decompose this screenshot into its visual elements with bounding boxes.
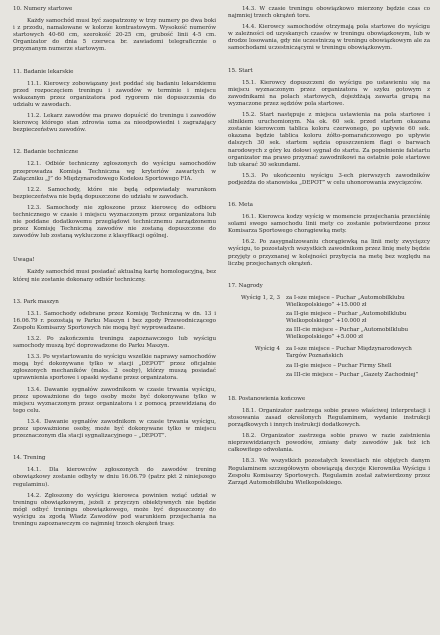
section-paragraph: 14.4. Kierowcy samochodów otrzymają pola startowe do wyścigu w zależności od uzyskanych czasów w treningu obowiązkowym, lub w drodze losowania, gdy nie uczestniczą w treningu obowiązkowym ale za samochodami uczestniczącymi w treningu obowiązkowym. [228, 24, 430, 52]
section-paragraph: 13.3. Po wystartowaniu do wyścigu wszelkie naprawy samochodów mogą być dokonywane tylko w stacji „DEPOT” przez oficjalnie zgłoszonych mechaników (maks. 2 osoby), którzy muszą posiadać uprawnienia sportowe i opaski wydane przez organizatora. [13, 354, 216, 382]
award-entry: za I-sze miejsce – Puchar Międzynarodowych Targów Poznańskich [286, 346, 412, 360]
section-gap [228, 191, 430, 198]
award-race-label: Wyścig 4 [254, 346, 280, 353]
section-paragraph: 13.4. Dawanie sygnałów zawodnikom w czasie trwania wyścigu, przez upoważnione do tego osoby może być dokonywane tylko w miejscu wyznaczonym przez organizatora i z pomocą przewidzianą do tego celu. [13, 386, 216, 414]
section-paragraph: 15.2. Start następuje z miejsca ustawienia na pola startowe i silnikiem uruchomionym. Na ok. 60 sek. przed startem okazana zostanie kierowcom tablica koloru czerwonego, po upływie 60 sek. okazana będzie tablica koloru żółto-pomarańczowego po upływie dalszych 30 sek. startem sędzia opuszczeniem flagi o barwach narodowych z góry ku dołowi sygnał do startu. Za popełnienie falstartu organizator ma prawo przyznać zawodnikowi na ostatnie pole startowe lub ukarać 30 sekundami. [228, 112, 430, 168]
section-gap [13, 532, 216, 539]
section-paragraph: 18.1. Organizator zastrzega sobie prawo właściwej interpretacji i stosowania zasad określonych Regulaminem, wydanie instrukcji porządkowych i innych instrukcji dodatkowych. [228, 407, 430, 429]
section-paragraph: 14.3. W czasie treningu obowiązkowo mierzony będzie czas co najmniej trzech okrążeń toru. [228, 6, 430, 20]
section-title: 10. Numery startowe [13, 6, 73, 12]
section-paragraph: 16.1. Kierowca kodzy wyścig w momencie przejechania przeciśnię solami swego samochodu linii mety co zostanie potwierdzone przez Komisarza Sportowego chorągiewką mety. [228, 214, 430, 235]
section-paragraph: Każdy samochód musi być zaopatrzony w trzy numery po dwa boki i z przodu, namalowane w kolorze kontrastowym. Wysokość numerów startowych 40-60 cm, szerokość 20-25 cm, grubość linii 4-5 cm. Organizator do dnia 5 czerwca br. zawiadomi telegraficznie o przyznanym numerze startowym. [13, 18, 216, 53]
section-gap [228, 57, 430, 64]
award-entry: za II-gie miejsce – Puchar „Automobilklubu Wielkopolskiego” +10.000 zł [286, 311, 407, 325]
award-items [286, 346, 430, 380]
section-paragraph: 18.3. We wszystkich pozostałych kwestiach nie objętych danym Regulaminem szczegółowym obowiązują decyzje Kierownika Wyścigu i Zespołu Komisarzy Sportowych. Regulamin został zatwierdzony przez Zarząd Automobilklubu Wielkopolskiego. [228, 458, 430, 486]
section-paragraph: 14.1. Dla kierowców zgłoszonych do zawodów trening obowiązkowy zostanie odbyty w dniu 16.06.79 (patrz pkt 2 niniejszego regulaminu). [13, 467, 216, 488]
section-paragraph: 13.1. Samochody odebrane przez Komisję Techniczną w dn. 13 i 16.06.79 r. pozostają w Parku Maszyn i bez zgody Przewodniczącego Zespołu Komisarzy Sportowych nie mogą być wyprowadzane. [13, 310, 216, 331]
section-gap [228, 491, 430, 498]
award-entry: za II-gie miejsce – Puchar Firmy Shell [286, 362, 392, 369]
award-entry: za III-cie miejsce – Puchar „Automobilklubu Wielkopolskiego” +5.000 zł [286, 327, 409, 341]
section-gap [228, 272, 430, 279]
section-paragraph: 15.3. Po ukończeniu wyścigu 3-ech pierwszych zawodników podjeżdża do stanowiska „DEPOT” w celu uhonorowania zwycięzców. [228, 172, 430, 186]
section-paragraph: 13.2. Po zakończeniu treningu zapoznawczego lub wyścigu samochody muszą być doprowadzone do Parku Maszyn. [13, 336, 216, 350]
award-group [228, 346, 430, 380]
section-title: 16. Meta [228, 201, 253, 208]
right-column [228, 6, 430, 498]
section-paragraph: 18.2. Organizator zastrzega sobie prawo w razie zaistnienia nieprzewidzianych powodów, zmiany daty zawodów jak też ich całkowitego odwołania. [228, 433, 430, 454]
section-paragraph: Każdy samochód musi posiadać aktualną kartę homologacyjną, bez której nie zostanie dokonany odbiór techniczny. [13, 269, 216, 283]
section-paragraph: 15.1. Kierowcy dopuszczeni do wyścigu po ustawieniu się na miejscu wyznaczonym przez organizatora w szyku gotowym z zawodnikami na polach startowych, dojeżdżają zawarta grupą na wyznaczone przez sędziów pola startowe. [228, 79, 430, 107]
award-items [286, 295, 430, 344]
section-paragraph: 11.2. Lekarz zawodów ma prawo dopuścić do treningu i zawodów kierowcę którego stan zdrowia uzna za nieodpowiedni i zagrażający bezpieczeństwu zawodów. [13, 113, 216, 134]
section-paragraph: 16.2. Po zasygnalizowaniu chorągiewką na linii mety zwycięzcy wyścigu, to pozostałych wszystkich zawodnikom przez linię mety będzie przyjęty o przyznanej w kolejności przybycia na metę bez względu na liczbę przejechanych okrążeń. [228, 239, 430, 267]
award-entry: za III-cie miejsce – Puchar „Gazety Zachodniej” [286, 371, 419, 378]
left-column [13, 6, 216, 539]
section-title: 11. Badanie lekarskie [13, 68, 74, 75]
section-gap [13, 58, 216, 65]
section-title: 13. Park maszyn [13, 298, 59, 305]
note-heading: Uwaga! [13, 257, 35, 264]
section-paragraph: 12.2. Samochody, które nie będą odpowiadały warunkom bezpieczeństwa nie będą dopuszczone do udziału w zawodach. [13, 186, 216, 200]
section-title: 12. Badanie techniczne [13, 149, 79, 156]
section-gap [13, 288, 216, 295]
section-paragraph: 13.4. Dawanie sygnałów zawodnikom w czasie trwania wyścigu, przez upoważnione osoby, może być dokonywane tylko w miejscu przeznaczonym dla stacji sygnalizacyjnego – „DEPOT”. [13, 418, 216, 440]
section-gap [228, 385, 430, 392]
section-paragraph: 14.2. Zgłoszony do wyścigu kierowca powinien wziąć udział w treningu obowiązkowym, jeżeli z przyczyn obiektywnych nie będzie mógł odbyć treningu obowiązkowego, może być dopuszczony do wyścigu za zgodą Władz Zawodów pod warunkiem przejechania na treningu zapoznawczym co najmniej trzech okrążeń trasy. [13, 492, 216, 527]
award-group [228, 295, 430, 344]
section-paragraph: 12.1. Odbiór techniczny zgłoszonych do wyścigu samochodów przeprowadza Komisja Techniczna wg kryteriów zawartych w Załączniku „J” do Międzynarodowego Kodeksu Sportowego FIA. [13, 161, 216, 182]
section-gap [13, 244, 216, 251]
section-title: 15. Start [228, 67, 253, 74]
award-entry: za I-sze miejsce – Puchar „Automobilklubu Wielkopolskiego” +15.000 zł [286, 294, 405, 308]
section-title: 14. Trening [13, 455, 46, 462]
section-paragraph: 12.3. Samochody nie zgłoszone przez kierowcę do odbioru technicznego w czasie i miejscu wyznaczonym przez organizatora lub nie poddane dodatkowemu przeglądowi technicznemu zarządzonemu przez Komisję Techniczną zawodów nie zostaną dopuszczone do zawodów lub zostaną wykluczone z klasyfikacji ogólnej. [13, 204, 216, 240]
awards-list [228, 295, 430, 381]
section-title: 17. Nagrody [228, 282, 263, 289]
award-race-label: Wyścig 1, 2, 3 [240, 294, 280, 301]
section-gap [13, 444, 216, 451]
section-title: 18. Postanowienia końcowe [228, 395, 306, 402]
section-paragraph: 11.1. Kierowcy zobowiązany jest poddać się badaniu lekarskiemu przed rozpoczęciem treningu i zawodów w terminie i miejscu wskazanym przez organizatora pod rygorem nie dopuszczenia do udziału w zawodach. [13, 80, 216, 108]
section-gap [13, 138, 216, 145]
